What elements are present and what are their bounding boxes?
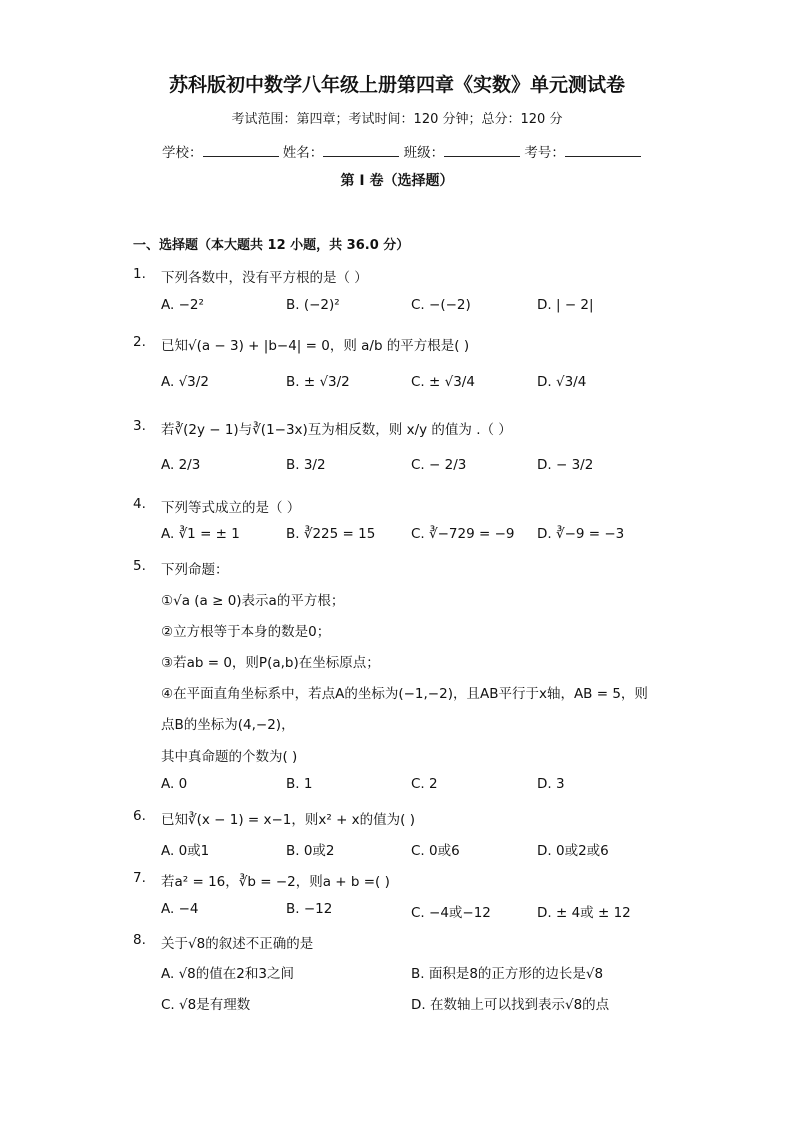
option-b: B. −12 bbox=[286, 901, 333, 917]
question-number: 3. bbox=[133, 418, 146, 434]
option-a: A. 2/3 bbox=[161, 457, 201, 473]
statement-line: ①√a (a ≥ 0)表示a的平方根； bbox=[161, 593, 345, 609]
statement-line: ④在平面直角坐标系中，若点A的坐标为(−1,−2)，且AB平行于x轴，AB = 5，则 bbox=[161, 686, 648, 702]
option-c: C. √8是有理数 bbox=[161, 997, 251, 1013]
statement-line: 点B的坐标为(4,−2)， bbox=[161, 717, 295, 733]
option-b: B. ± √3/2 bbox=[286, 374, 350, 390]
class-blank[interactable] bbox=[444, 142, 520, 157]
question-stem: 若a² = 16，∛b = −2，则a + b =( ) bbox=[161, 874, 390, 890]
question-stem: 已知√(a − 3) + |b−4| = 0，则 a/b 的平方根是( ) bbox=[161, 338, 470, 354]
section-heading: 一、选择题（本大题共 12 小题，共 36.0 分） bbox=[133, 238, 410, 253]
question-number: 6. bbox=[133, 808, 146, 824]
name-label: 姓名： bbox=[282, 145, 324, 161]
question-stem: 已知∛(x − 1) = x−1，则x² + x的值为( ) bbox=[161, 812, 416, 828]
name-blank[interactable] bbox=[323, 142, 399, 157]
question-stem: 下列命题： bbox=[161, 562, 229, 578]
statement-line: 其中真命题的个数为( ) bbox=[161, 749, 298, 765]
number-label: 考号： bbox=[524, 145, 565, 161]
option-a: A. √3/2 bbox=[161, 374, 209, 390]
question-stem: 若∛(2y − 1)与∛(1−3x)互为相反数，则 x/y 的值为 .（ ） bbox=[161, 422, 512, 438]
question-number: 4. bbox=[133, 496, 146, 512]
question-stem: 下列各数中，没有平方根的是（ ） bbox=[161, 270, 368, 286]
page-title: 苏科版初中数学八年级上册第四章《实数》单元测试卷 bbox=[168, 74, 625, 96]
option-d: D. √3/4 bbox=[537, 374, 587, 390]
option-c: C. −(−2) bbox=[411, 297, 471, 313]
option-d: D. ∛−9 = −3 bbox=[537, 526, 625, 542]
option-c: C. − 2/3 bbox=[411, 457, 467, 473]
option-c: C. −4或−12 bbox=[411, 905, 491, 921]
option-b: B. ∛225 = 15 bbox=[286, 526, 376, 542]
option-d: D. 在数轴上可以找到表示√8的点 bbox=[411, 997, 610, 1013]
option-b: B. (−2)² bbox=[286, 297, 340, 313]
option-d: D. ± 4或 ± 12 bbox=[537, 905, 631, 921]
option-d: D. 3 bbox=[537, 776, 565, 792]
question-stem: 关于√8的叙述不正确的是 bbox=[161, 936, 314, 952]
option-d: D. 0或2或6 bbox=[537, 843, 609, 859]
number-blank[interactable] bbox=[565, 142, 641, 157]
question-number: 8. bbox=[133, 932, 146, 948]
option-d: D. − 3/2 bbox=[537, 457, 594, 473]
option-b: B. 0或2 bbox=[286, 843, 335, 859]
option-d: D. | − 2| bbox=[537, 297, 594, 313]
question-stem: 下列等式成立的是（ ） bbox=[161, 500, 301, 516]
option-a: A. 0 bbox=[161, 776, 188, 792]
option-c: C. ∛−729 = −9 bbox=[411, 526, 515, 542]
option-c: C. ± √3/4 bbox=[411, 374, 475, 390]
question-number: 7. bbox=[133, 870, 146, 886]
option-b: B. 面积是8的正方形的边长是√8 bbox=[411, 966, 604, 982]
part-heading: 第 I 卷（选择题） bbox=[340, 173, 454, 189]
option-b: B. 1 bbox=[286, 776, 313, 792]
option-a: A. −4 bbox=[161, 901, 199, 917]
question-number: 2. bbox=[133, 334, 146, 350]
question-number: 1. bbox=[133, 266, 146, 282]
option-c: C. 2 bbox=[411, 776, 438, 792]
option-a: A. 0或1 bbox=[161, 843, 210, 859]
question-number: 5. bbox=[133, 558, 146, 574]
school-label: 学校： bbox=[162, 145, 203, 161]
option-b: B. 3/2 bbox=[286, 457, 326, 473]
exam-info: 考试范围：第四章；考试时间：120 分钟；总分：120 分 bbox=[231, 112, 563, 127]
option-a: A. −2² bbox=[161, 297, 204, 313]
class-label: 班级： bbox=[403, 145, 445, 161]
statement-line: ②立方根等于本身的数是0； bbox=[161, 624, 331, 640]
school-blank[interactable] bbox=[203, 142, 279, 157]
option-a: A. ∛1 = ± 1 bbox=[161, 526, 240, 542]
statement-line: ③若ab = 0，则P(a,b)在坐标原点； bbox=[161, 655, 380, 671]
option-a: A. √8的值在2和3之间 bbox=[161, 966, 294, 982]
student-info-line bbox=[162, 141, 641, 161]
option-c: C. 0或6 bbox=[411, 843, 460, 859]
